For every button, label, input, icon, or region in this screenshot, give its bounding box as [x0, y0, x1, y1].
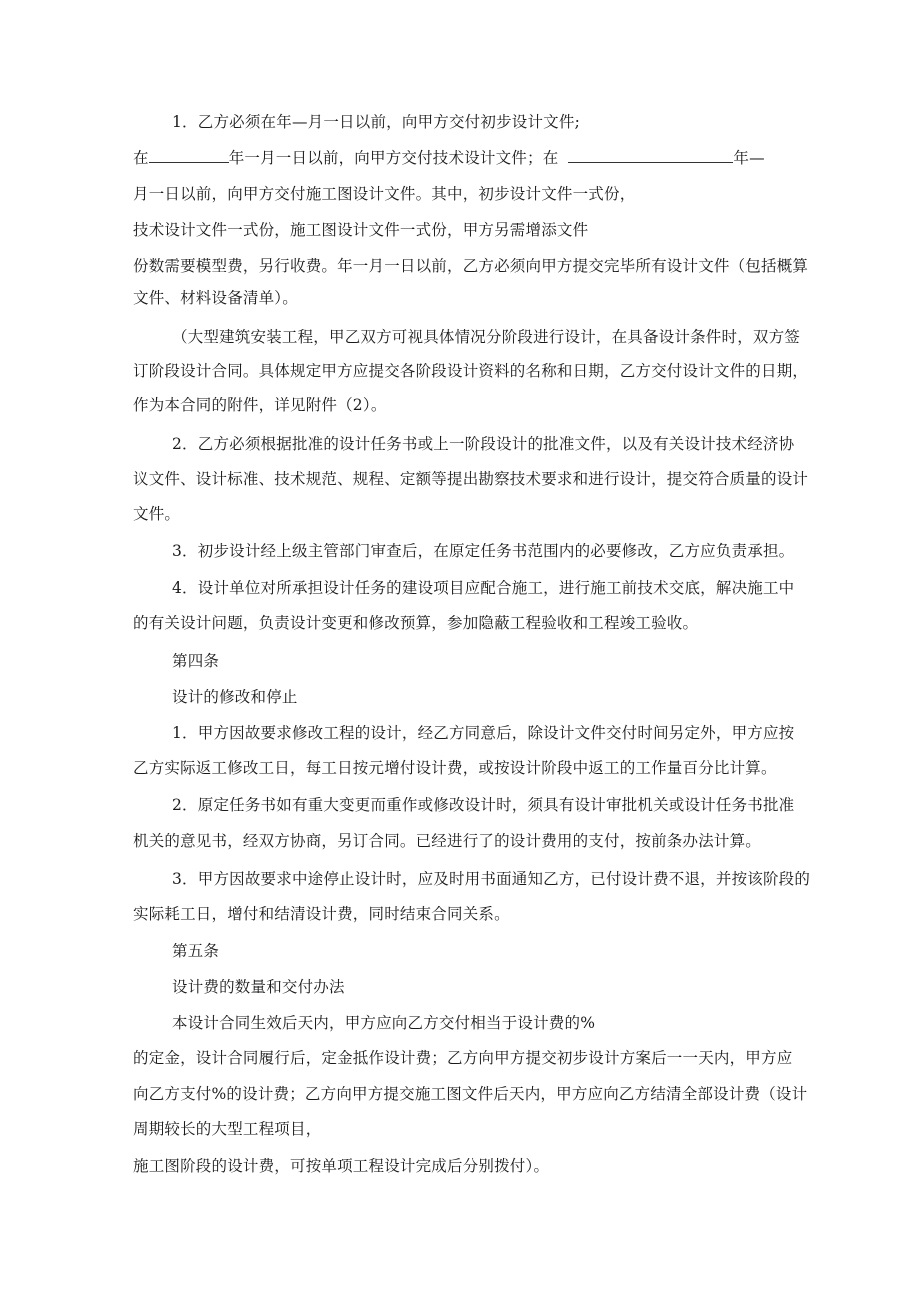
item-1-line-2-middle: 年一月一日以前，向甲方交付技术设计文件；在 [228, 149, 559, 167]
article-5-line-4: 周期较长的大型工程项目， [133, 1120, 322, 1138]
article-4-item-2-line-1: 2．原定任务书如有重大变更而重作或修改设计时，须具有设计审批机关或设计任务书批准 [172, 796, 795, 814]
item-4-line-1: 4．设计单位对所承担设计任务的建设项目应配合施工，进行施工前技术交底，解决施工中 [172, 579, 795, 597]
article-4-item-1-line-1: 1．甲方因故要求修改工程的设计，经乙方同意后，除设计文件交付时间另定外，甲方应按 [172, 724, 795, 742]
article-4-item-2-line-2: 机关的意见书，经双方协商，另订合同。已经进行了的设计费用的支付，按前条办法计算。 [133, 832, 762, 850]
article-5-heading: 第五条 [172, 942, 220, 960]
item-1-line-4: 技术设计文件一式份，施工图设计文件一式份，甲方另需增添文件 [133, 221, 589, 239]
item-1-line-1: 1．乙方必须在年—月一日以前，向甲方交付初步设计文件; [172, 113, 580, 131]
note-line-3: 作为本合同的附件，详见附件（2）。 [133, 396, 387, 414]
item-1-line-5: 份数需要模型费，另行收费。年一月一日以前，乙方必须向甲方提交完毕所有设计文件（包括概算 [133, 257, 809, 275]
item-2-line-1: 2．乙方必须根据批准的设计任务书或上一阶段设计的批准文件，以及有关设计技术经济协 [172, 435, 795, 453]
item-3-line-1: 3．初步设计经上级主管部门审查后，在原定任务书范围内的必要修改，乙方应负责承担。 [172, 542, 795, 560]
article-5-line-3: 向乙方支付%的设计费；乙方向甲方提交施工图文件后天内，甲方应向乙方结清全部设计费（设计 [133, 1085, 808, 1103]
article-5-line-2: 的定金，设计合同履行后，定金抵作设计费；乙方向甲方提交初步设计方案后一一天内，甲方应 [133, 1049, 793, 1067]
article-4-item-1-line-2: 乙方实际返工修改工日，每工日按元增付设计费，或按设计阶段中返工的工作量百分比计算。 [133, 759, 777, 777]
item-2-line-3: 文件。 [133, 505, 181, 523]
note-line-2: 订阶段设计合同。具体规定甲方应提交各阶段设计资料的名称和日期，乙方交付设计文件的日期， [133, 362, 809, 380]
date-blank-1 [149, 148, 229, 163]
item-4-line-2: 的有关设计问题，负责设计变更和修改预算，参加隐蔽工程验收和工程竣工验收。 [133, 614, 699, 632]
note-line-1: （大型建筑安装工程，甲乙双方可视具体情况分阶段进行设计，在具备设计条件时，双方签 [172, 328, 801, 346]
article-5-line-5: 施工图阶段的设计费，可按单项工程设计完成后分别拨付）。 [133, 1157, 550, 1175]
item-1-line-2-suffix: 年— [733, 149, 765, 167]
item-1-line-3: 月一日以前，向甲方交付施工图设计文件。其中，初步设计文件一式份， [133, 185, 636, 203]
article-5-line-1: 本设计合同生效后天内，甲方应向乙方交付相当于设计费的% [172, 1014, 596, 1032]
item-1-line-6: 文件、材料设备清单）。 [133, 289, 298, 307]
date-blank-2 [568, 148, 733, 163]
article-4-item-3-line-2: 实际耗工日，增付和结清设计费，同时结束合同关系。 [133, 905, 510, 923]
article-4-item-3-line-1: 3．甲方因故要求中途停止设计时，应及时用书面通知乙方，已付设计费不退，并按该阶段的 [172, 870, 811, 888]
article-4-heading: 第四条 [172, 652, 220, 670]
item-1-line-2-prefix: 在 [133, 149, 149, 167]
article-4-title: 设计的修改和停止 [172, 688, 298, 706]
item-1-line-2 [133, 148, 765, 168]
article-5-title: 设计费的数量和交付办法 [172, 978, 345, 996]
item-2-line-2: 议文件、设计标准、技术规范、规程、定额等提出勘察技术要求和进行设计，提交符合质量的设计 [133, 470, 809, 488]
